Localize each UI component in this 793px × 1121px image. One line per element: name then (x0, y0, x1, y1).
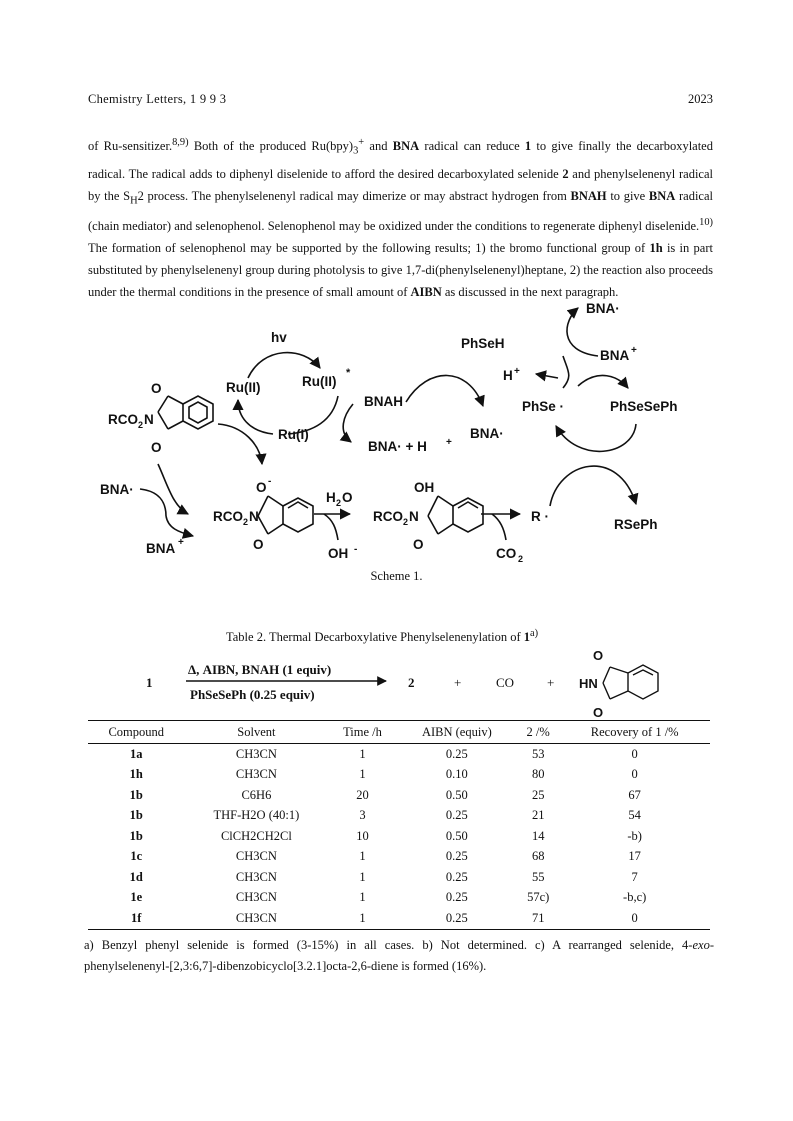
results-table (88, 720, 710, 930)
table-header-row (88, 721, 710, 744)
cell-time: 3 (359, 808, 366, 823)
cell-recovery: 0 (631, 746, 638, 761)
footnote-text: -phenylselenenyl-[2,3:6,7]-dibenzobicyclo[3.2.1]octa-2,6-diene is formed (16%). (84, 938, 714, 973)
reactant-1: 1 (146, 675, 153, 690)
table-footnote (84, 935, 714, 977)
phse-radical-label: PhSe · (522, 399, 565, 414)
table-row (88, 765, 710, 786)
water-subscript: 2 (336, 498, 342, 508)
text-run: The formation of selenophenol may be supported by the following results; 1) the bromo functional group of (88, 241, 650, 256)
col-recovery: Recovery of 1 /% (559, 721, 710, 744)
col-time: Time /h (328, 721, 396, 744)
table-title-footnote-mark: a) (530, 628, 539, 639)
text-run: and phenylselenenyl radical by the S (88, 166, 713, 203)
co2-label: CO (496, 546, 517, 561)
hplus-right: H (503, 368, 513, 383)
hplus-right-sign: + (514, 366, 520, 377)
cell-time: 20 (356, 787, 369, 802)
text-run: radical can reduce (419, 139, 525, 154)
text-run: as discussed in the next paragraph. (441, 285, 619, 300)
superscript: + (358, 137, 365, 148)
compound-2: 2 (562, 166, 569, 181)
table-row (88, 867, 710, 888)
bna-plus-right: BNA (600, 348, 630, 363)
reaction-scheme (88, 296, 708, 566)
cell-yield: 80 (531, 767, 545, 782)
cell-yield: 25 (531, 787, 545, 802)
alkyl-radical-label: R · (531, 509, 549, 524)
phthalimide-hn: HN (579, 676, 598, 691)
conditions-bottom: PhSeSePh (0.25 equiv) (190, 687, 315, 702)
cell-yield: 21 (531, 808, 545, 823)
reference-mark: 10) (699, 217, 713, 229)
cell-recovery: 17 (628, 849, 641, 864)
cell-compound: 1e (130, 890, 143, 905)
carbonyl-o-top: O (151, 381, 162, 396)
subscript: H (130, 195, 138, 207)
rco2n-subscript: 2 (138, 420, 144, 430)
text-run: radical (chain mediator) and selenophenol. Selenophenol may be oxidized under the conditions to regenerate diphenyl diselenide. (88, 188, 713, 234)
rseph-label: RSePh (614, 517, 658, 532)
carbonyl-o-bottom: O (151, 440, 162, 455)
compound-bna: BNA (648, 188, 676, 203)
scheme-caption: Scheme 1. (370, 569, 423, 583)
text-run: is in part substituted by phenylselenenyl group during photolysis to give 1,7-di(phenylselenenyl)heptane, 2) the reaction also proceeds under the thermal conditions in the presence of small amount of (88, 241, 713, 300)
col-compound: Compound (88, 721, 185, 744)
cell-recovery: -b) (627, 828, 642, 843)
table-row (88, 806, 710, 827)
cell-aibn: 0.25 (445, 849, 468, 864)
page-number: 2023 (688, 92, 713, 106)
cell-recovery: 67 (628, 787, 641, 802)
bna-radical-left: BNA· (100, 482, 134, 497)
phthalimide-o-top: O (593, 648, 604, 663)
cell-recovery: 54 (628, 808, 641, 823)
phthalimide-o-bottom: O (593, 705, 604, 720)
phsesph-label: PhSeSePh (610, 399, 678, 414)
text-run: to give finally the decarboxylated radical. The radical adds to diphenyl diselenide to afford the desired decarboxylated selenide (88, 139, 713, 181)
cell-time: 10 (356, 828, 369, 843)
cell-solvent: C6H6 (241, 787, 272, 802)
cell-solvent: CH3CN (235, 849, 277, 864)
cell-compound: 1d (129, 869, 143, 884)
bna-plus-sign-right: + (631, 345, 637, 356)
compound-bnah: BNAH (570, 188, 607, 203)
cell-aibn: 0.50 (445, 828, 468, 843)
rco2n-anion-n: N (249, 509, 259, 524)
cell-yield: 71 (517, 908, 559, 929)
cell-solvent: CH3CN (235, 890, 277, 905)
cell-aibn: 0.25 (445, 890, 468, 905)
cell-yield: 68 (531, 849, 545, 864)
cell-solvent: CH3CN (185, 908, 329, 929)
cell-compound: 1b (129, 828, 143, 843)
rco2n-neutral-subscript: 2 (403, 517, 409, 527)
bna-plus-sign-left: + (178, 537, 184, 548)
oh-label: OH (414, 480, 435, 495)
plus-sign: + (547, 675, 555, 690)
cell-yield: 14 (531, 828, 545, 843)
cell-aibn: 0.25 (397, 908, 517, 929)
cell-yield: 53 (531, 746, 545, 761)
o-minus-label: O (256, 480, 267, 495)
rco2n-neutral-n: N (409, 509, 419, 524)
cell-time: 1 (359, 746, 366, 761)
cell-compound: 1h (129, 767, 143, 782)
bnah-label: BNAH (364, 394, 403, 409)
cell-compound: 1b (129, 787, 143, 802)
table-reaction-equation (88, 645, 708, 720)
cell-time: 1 (359, 869, 366, 884)
table-title-compound: 1 (523, 630, 531, 645)
text-run: to give (606, 188, 649, 203)
bna-radical-mid: BNA· (470, 426, 504, 441)
hplus-superscript: + (446, 437, 452, 448)
cell-compound: 1b (129, 808, 143, 823)
cell-time: 1 (359, 849, 366, 864)
product-2: 2 (408, 675, 415, 690)
rco2n-anion-subscript: 2 (243, 517, 249, 527)
compound-1h: 1h (649, 241, 663, 256)
cell-aibn: 0.25 (445, 746, 468, 761)
bna-plus-left: BNA (146, 541, 176, 556)
text-run: of Ru-sensitizer. (88, 139, 173, 154)
compound-bna: BNA (392, 139, 420, 154)
cell-solvent: CH3CN (235, 746, 277, 761)
journal-name: Chemistry Letters, 1 9 9 3 (88, 92, 227, 106)
table-row (88, 826, 710, 847)
cell-yield: 57c) (527, 890, 550, 905)
carbonyl-o-anion: O (253, 537, 264, 552)
ru-ii-label: Ru(II) (226, 380, 261, 395)
col-aibn: AIBN (equiv) (397, 721, 517, 744)
co2-byproduct: CO (496, 675, 515, 690)
excited-star: * (346, 367, 351, 379)
cell-aibn: 0.10 (445, 767, 468, 782)
cell-compound: 1f (88, 908, 185, 929)
cell-compound: 1c (130, 849, 143, 864)
rco2n-n: N (144, 412, 154, 427)
cell-solvent: ClCH2CH2Cl (220, 828, 292, 843)
table-row (88, 888, 710, 909)
rco2n-label: RCO (108, 412, 138, 427)
rco2n-neutral-label: RCO (373, 509, 403, 524)
carbonyl-o-neutral: O (413, 537, 424, 552)
cell-recovery: 0 (631, 767, 638, 782)
plus-sign: + (454, 675, 462, 690)
text-run: Both of the produced Ru(bpy) (188, 139, 354, 154)
cell-time: 1 (359, 767, 366, 782)
hv-label: hv (271, 330, 287, 345)
cell-compound: 1a (130, 746, 143, 761)
reference-mark: 8,9) (172, 137, 189, 148)
cell-time: 1 (328, 908, 396, 929)
cell-aibn: 0.25 (445, 808, 468, 823)
hydroxide-label: OH (328, 546, 349, 561)
table-row (88, 847, 710, 868)
bna-radical-top: BNA· (586, 301, 620, 316)
cell-solvent: CH3CN (235, 767, 277, 782)
col-solvent: Solvent (185, 721, 329, 744)
compound-1: 1 (524, 139, 532, 154)
body-paragraph (88, 132, 713, 303)
footnote-text: a) Benzyl phenyl selenide is formed (3-15%) in all cases. b) Not determined. c) A rearranged selenide, 4- (84, 938, 693, 952)
footnote-italic: exo (692, 938, 710, 952)
table-row (88, 908, 710, 929)
co2-subscript: 2 (518, 554, 524, 564)
text-run: and (364, 139, 393, 154)
text-run: 2 process. The phenylselenenyl radical may dimerize or may abstract hydrogen from (137, 188, 571, 203)
cell-aibn: 0.50 (445, 787, 468, 802)
table-title-text: Table 2. Thermal Decarboxylative Phenylselenenylation of (226, 630, 524, 645)
ru-ii-excited-label: Ru(II) (302, 374, 337, 389)
cell-time: 1 (359, 890, 366, 905)
bna-radical-hplus-label: BNA· + H (368, 439, 427, 454)
water-o: O (342, 490, 353, 505)
conditions-top: Δ, AIBN, BNAH (1 equiv) (188, 662, 332, 677)
cell-solvent: THF-H2O (40:1) (213, 808, 300, 823)
table-title (226, 628, 538, 645)
table-row (88, 744, 710, 765)
compound-aibn: AIBN (410, 285, 442, 300)
hydroxide-sign: - (354, 544, 358, 555)
col-yield: 2 /% (517, 721, 559, 744)
cell-yield: 55 (531, 869, 545, 884)
cell-solvent: CH3CN (235, 869, 277, 884)
cell-recovery: -b,c) (623, 890, 647, 905)
rco2n-anion-label: RCO (213, 509, 243, 524)
cell-recovery: 7 (631, 869, 638, 884)
ru-i-label: Ru(I) (278, 427, 309, 442)
o-minus-sign: - (268, 476, 272, 487)
subscript: 3 (353, 145, 359, 157)
phseh-label: PhSeH (461, 336, 505, 351)
table-row (88, 785, 710, 806)
cell-recovery: 0 (559, 908, 710, 929)
water-h: H (326, 490, 336, 505)
cell-aibn: 0.25 (445, 869, 468, 884)
